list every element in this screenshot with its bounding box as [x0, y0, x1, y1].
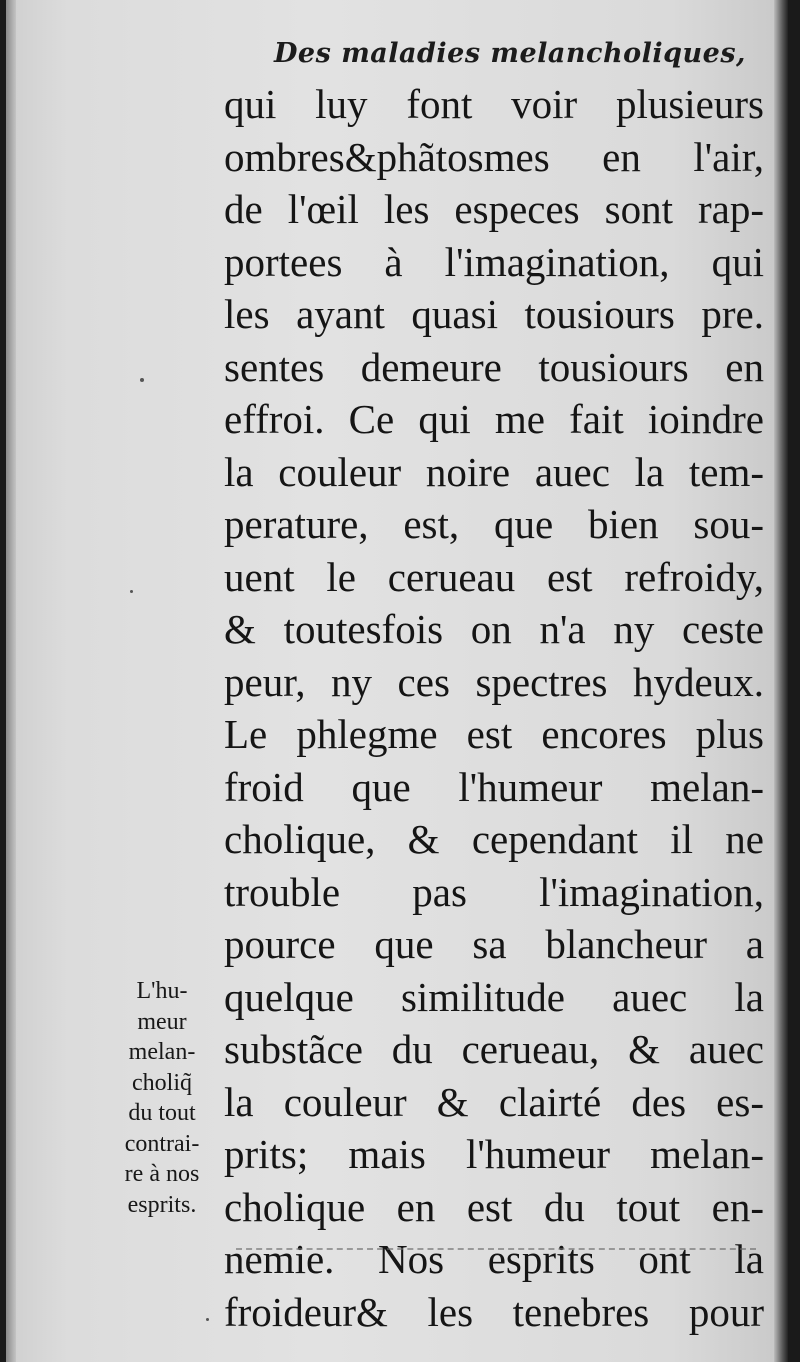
paper-speck: [140, 378, 144, 382]
margin-note-line: re à nos: [124, 1161, 200, 1187]
text-line: uent le cerueau est refroidy,: [224, 553, 764, 600]
text-line: la couleur & clairté des es-: [224, 1078, 764, 1125]
text-line: qui luy font voir plusieurs: [224, 81, 764, 127]
margin-note-line: L'hu-: [136, 978, 188, 1004]
paper-speck: [206, 1318, 209, 1321]
text-line: ombres&phãtosmes en l'air,: [224, 133, 764, 180]
text-line: perature, est, que bien sou-: [224, 501, 764, 547]
text-line: cholique, & cependant il ne: [224, 816, 764, 862]
margin-note: [106, 976, 218, 1220]
page-edge: [6, 0, 16, 1362]
text-line: la couleur noire auec la tem-: [224, 448, 764, 495]
text-line: Le phlegme est encores plus: [224, 711, 764, 757]
book-binding: [774, 0, 788, 1362]
margin-note-line: choliq̃: [132, 1069, 192, 1096]
text-line: prits; mais l'humeur melan-: [224, 1131, 764, 1177]
show-through-rule: [236, 1248, 756, 1250]
text-line: de l'œil les especes sont rap-: [224, 186, 764, 232]
margin-note-line: contrai-: [124, 1130, 200, 1157]
text-line: quelque similitude auec la: [224, 973, 764, 1020]
text-line: & toutesfois on n'a ny ceste: [224, 606, 764, 652]
text-line: peur, ny ces spectres hydeux.: [224, 658, 764, 705]
margin-note-line: du tout: [128, 1100, 196, 1126]
book-page: [6, 0, 788, 1362]
paper-speck: [130, 590, 133, 593]
text-line: froideur& les tenebres pour: [224, 1288, 764, 1335]
text-line: sentes demeure tousiours en: [224, 343, 764, 390]
text-line: nemie. Nos esprits ont la: [224, 1236, 764, 1282]
text-line: pource que sa blancheur a: [224, 921, 764, 967]
text-line: les ayant quasi tousiours pre.: [224, 291, 764, 337]
margin-note-line: esprits.: [127, 1191, 197, 1218]
body-text: [224, 78, 764, 1338]
text-line: trouble pas l'imagination,: [224, 868, 764, 915]
margin-note-line: meur: [137, 1008, 187, 1035]
text-line: effroi. Ce qui me fait ioindre: [224, 396, 764, 442]
margin-note-line: melan-: [128, 1039, 196, 1065]
text-line: froid que l'humeur melan-: [224, 763, 764, 810]
text-line: portees à l'imagination, qui: [224, 238, 764, 285]
running-head: Des maladies melancholiques,: [274, 38, 746, 69]
text-line: cholique en est du tout en-: [224, 1183, 764, 1230]
text-line: substãce du cerueau, & auec: [224, 1026, 764, 1072]
